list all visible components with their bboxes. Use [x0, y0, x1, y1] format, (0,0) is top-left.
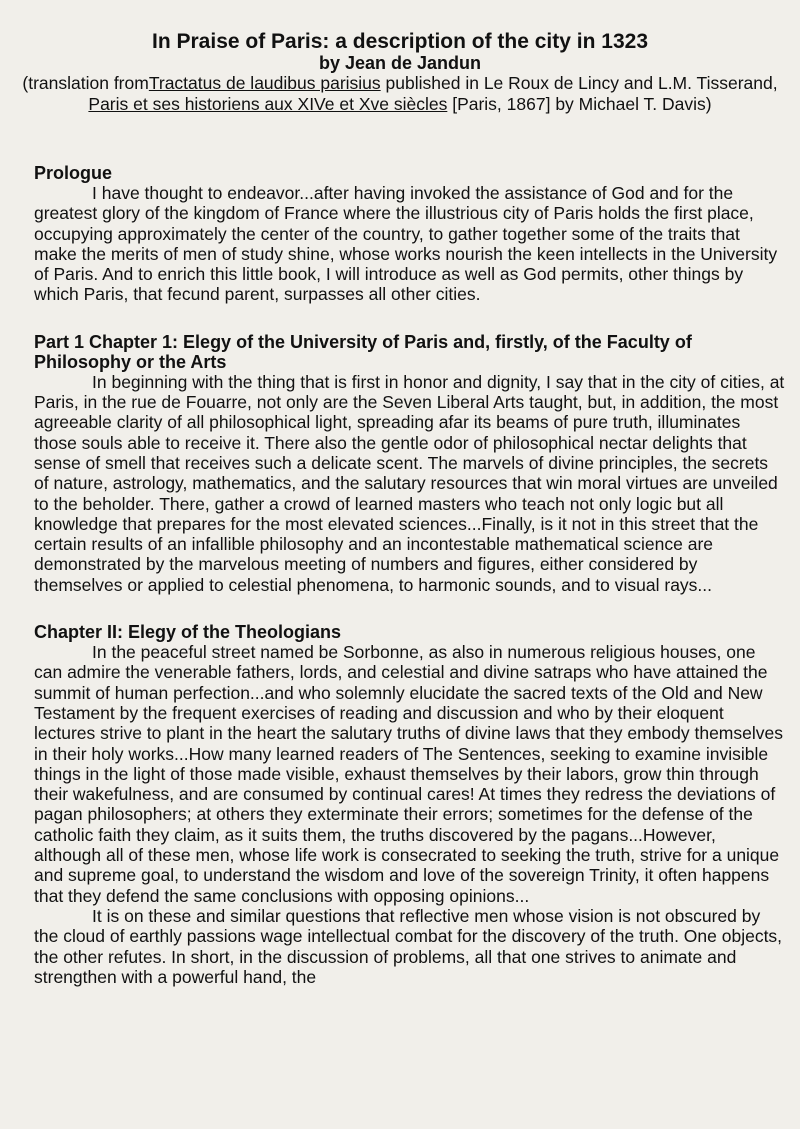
- body-paragraph: It is on these and similar questions that reflective men whose vision is not obscured by the cloud of earthly passions wage intellectual combat for the discovery of the truth. One objects, the other refutes. In short, in the discussion of problems, all that one strives to animate and strengthen with a powerful hand, the: [34, 905, 783, 987]
- section-heading: Prologue: [34, 163, 113, 183]
- body-paragraph: In the peaceful street named be Sorbonne, as also in numerous religious houses, one can admire the venerable fathers, lords, and celestial and divine satraps who have attained the summit of human perfection...and who solemnly elucidate the sacred texts of the Old and New Testament by the frequent exercises of reading and discussion and who by their eloquent lectures strive to plant in the heart the salutary truths of divine laws that they embody themselves in their holy works...How many learned readers of The Sentences, seeking to examine invisible things in the light of those made visible, exhaust themselves by their labors, grow thin through their wakefulness, and are consumed by continual cares! At times they redress the deviations of pagan philosophers; at others they exterminate their errors; sometimes for the defense of the catholic faith they claim, as it suits them, the truths discovered by the pagans...However, although all of these men, whose life work is consecrated to seeking the truth, strive for a unique and supreme goal, to understand the wisdom and love of the sovereign Trinity, it often happens that they defend the same conclusions with opposing opinions...: [34, 642, 783, 906]
- book-title: Paris et ses historiens aux XIVe et Xve siècles: [88, 94, 448, 114]
- translation-close: [Paris, 1867] by Michael T. Davis): [452, 94, 712, 114]
- body-paragraph: In beginning with the thing that is first in honor and dignity, I say that in the city of cities, at Paris, in the rue de Fouarre, not only are the Seven Liberal Arts taught, but, in addition, the most agreeable clarity of all philosophical light, spreading afar its beams of pure truth, illuminates those souls able to receive it. There also the gentle odor of philosophical nectar delights that sense of smell that receives such a delicate scent. The marvels of divine principles, the secrets of nature, astrology, mathematics, and the salutary resources that win moral virtues are unveiled to the beholder. There, gather a crowd of learned masters who teach not only logic but all knowledge that prepares for the most elevated sciences...Finally, is it not in this street that the certain results of an infallible philosophy and an incontestable mathematical science are demonstrated by the marvelous meeting of numbers and figures, either considered by themselves or applied to celestial phenomena, to harmonic sounds, and to visual rays...: [34, 371, 785, 595]
- section-heading: Part 1 Chapter 1: Elegy of the University of Paris and, firstly, of the Faculty of Philosophy or the Arts: [34, 331, 692, 372]
- translation-mid: published in Le Roux de Lincy and L.M. Tisserand,: [385, 73, 778, 93]
- section-chapter-2: [34, 622, 786, 987]
- section-chapter-1: [34, 332, 786, 595]
- section-heading: Chapter II: Elegy of the Theologians: [34, 622, 342, 643]
- document-header: [14, 30, 786, 115]
- translation-open: (translation from: [22, 73, 149, 93]
- author-line: by Jean de Jandun: [318, 53, 482, 73]
- latin-title: Tractatus de laudibus parisius: [148, 73, 381, 93]
- body-paragraph: I have thought to endeavor...after having invoked the assistance of God and for the greatest glory of the kingdom of France where the illustrious city of Paris holds the first place, occupying approximately the center of the country, to gather together some of the traits that make the merits of men of study shine, whose works nourish the keen intellects in the University of Paris. And to enrich this little book, I will introduce as well as God permits, other things by which Paris, that fecund parent, surpasses all other cities.: [34, 183, 778, 305]
- page-title: In Praise of Paris: a description of the city in 1323: [152, 30, 648, 53]
- translation-note: [14, 73, 786, 115]
- section-prologue: [34, 163, 786, 305]
